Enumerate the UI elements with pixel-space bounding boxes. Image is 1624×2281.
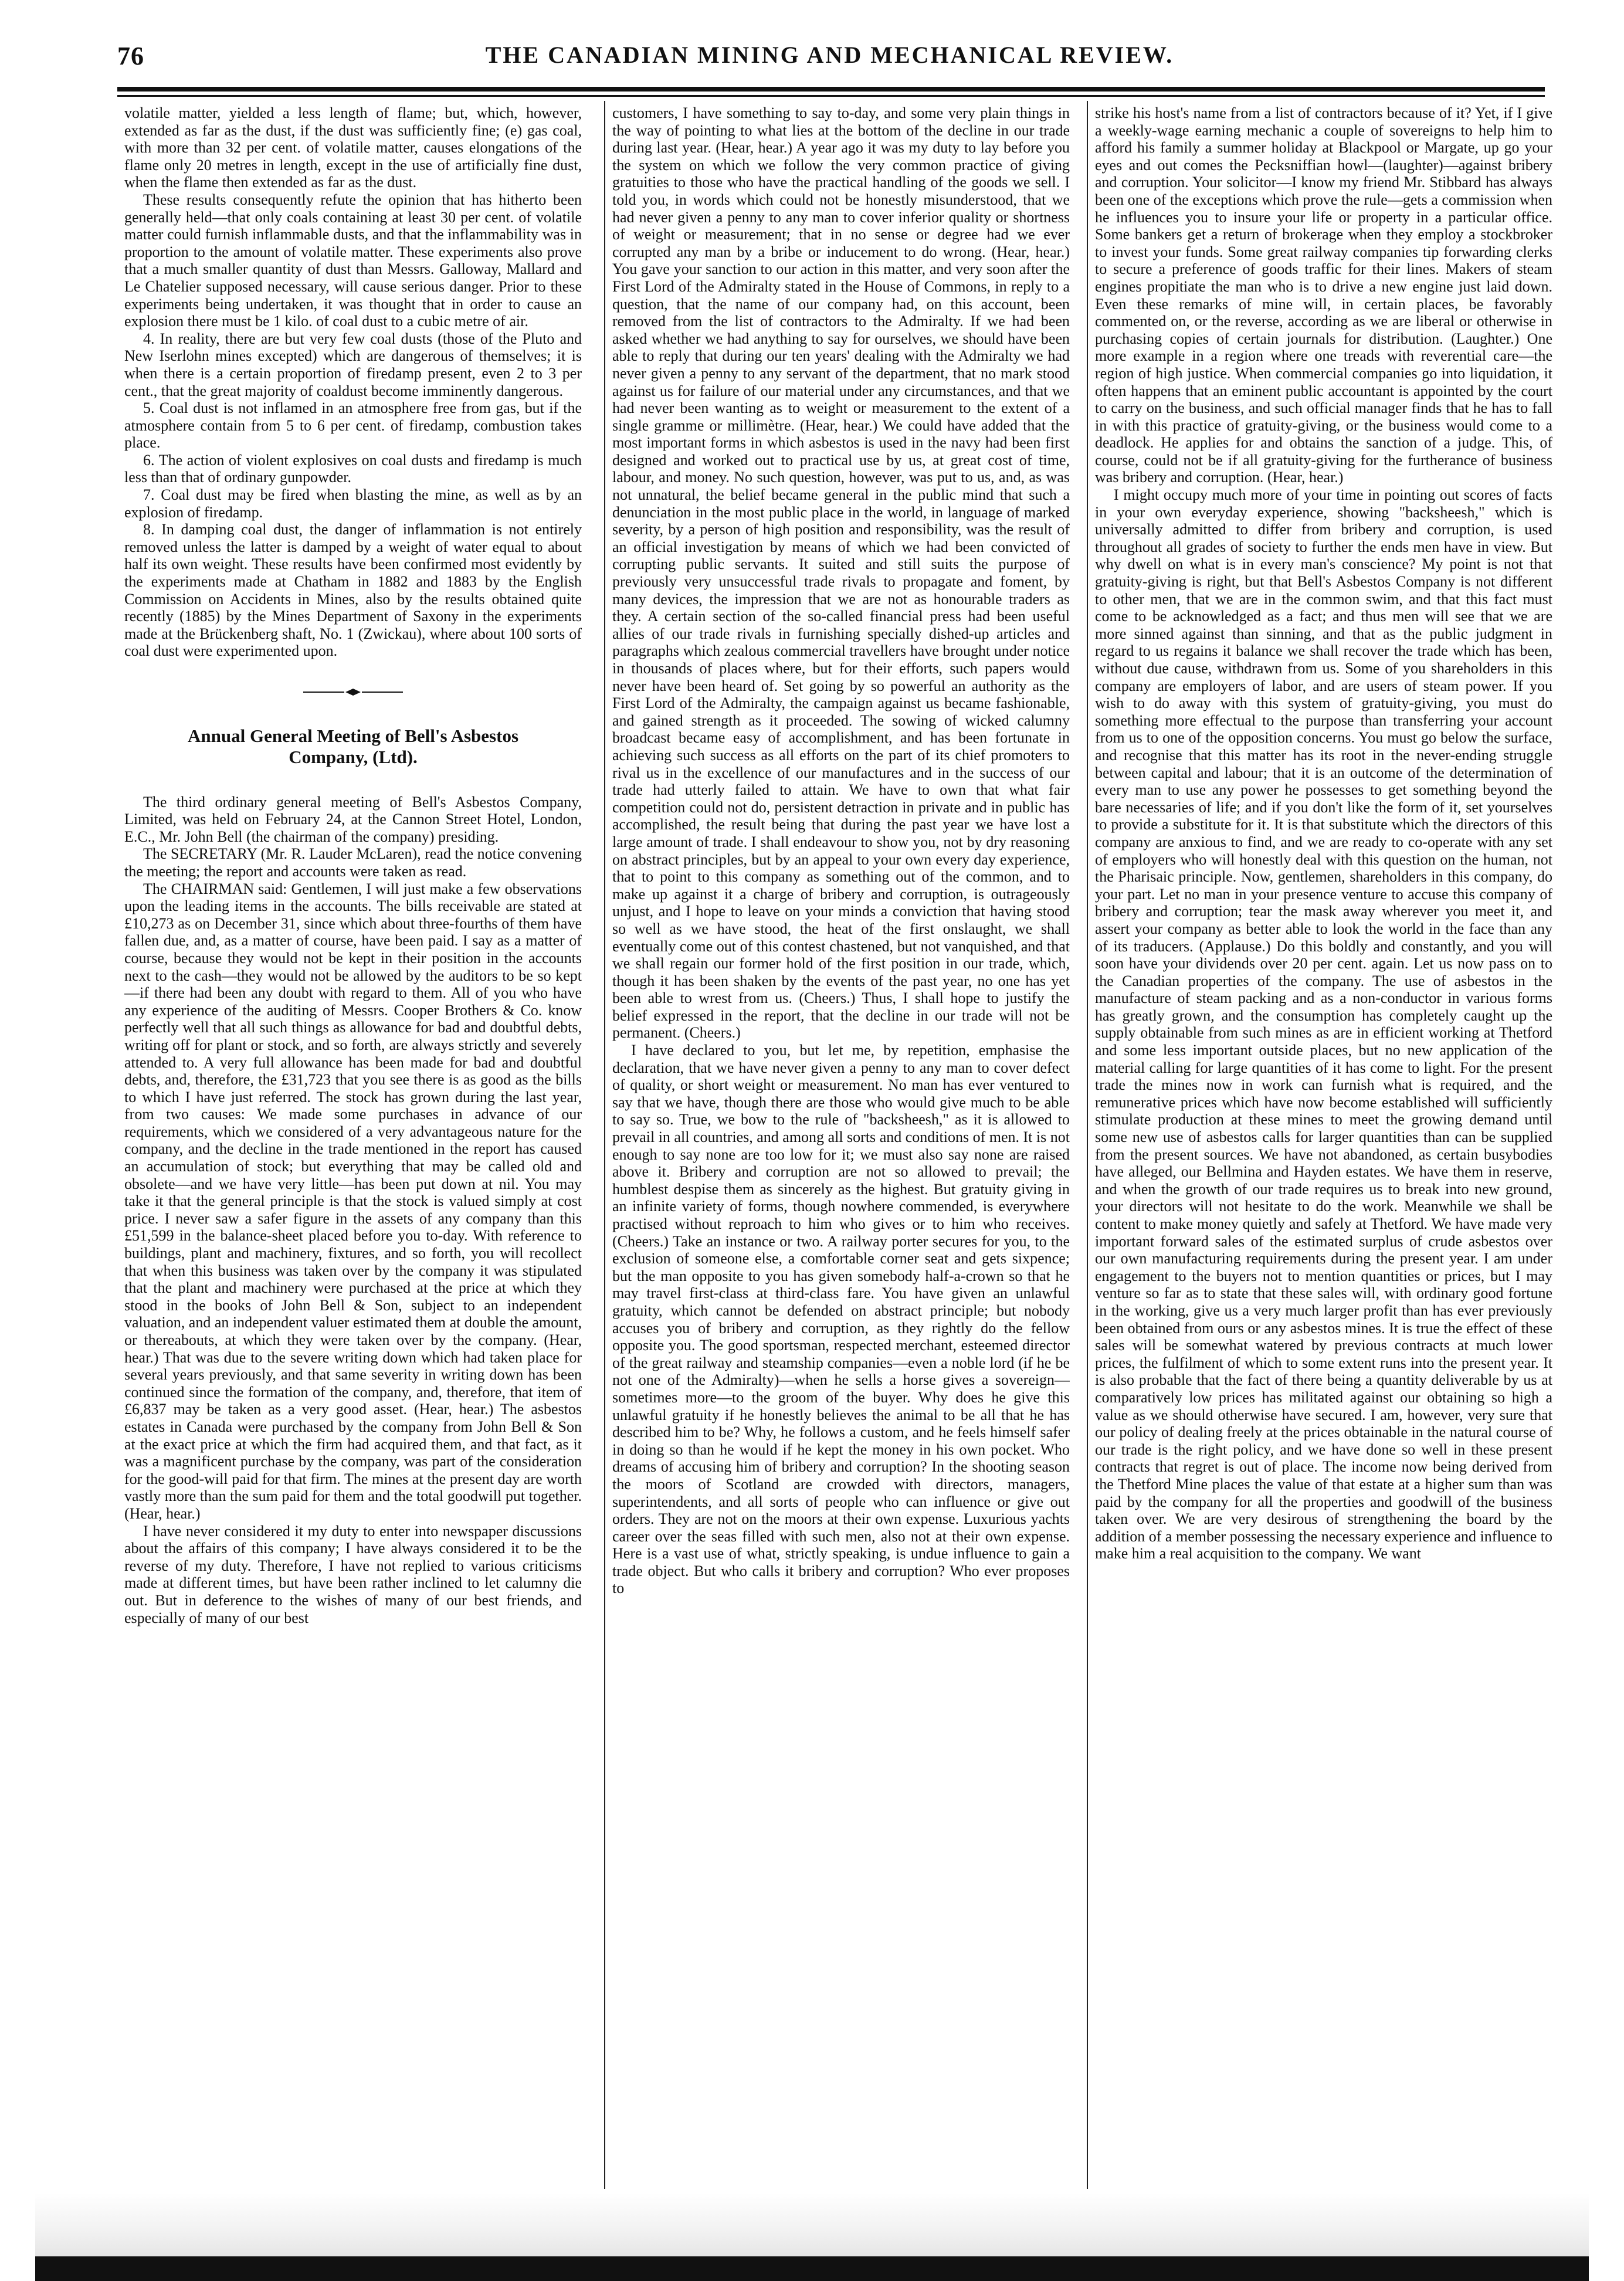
paragraph: The CHAIRMAN said: Gentlemen, I will just make a few observations upon the leading items in the accounts. The bills receivable are stated at £10,273 as on December 31, since which about three-fourths of them have fallen due, and, as a matter of course, have been paid. I say as a matter of course, because they would not be kept in their position in the accounts next to the cash—they would not be allowed by the auditors to be so kept—if there had been any doubt with regard to them. All of you who have any experience of the auditing of Messrs. Cooper Brothers & Co. know perfectly well that all such things as allowance for bad and doubtful debts, writing off for plant or stock, and so forth, are always strictly and severely attended to. A very full allowance has been made for bad and doubtful debts, and, therefore, the £31,723 that you see there is as good as the bills to which I have just referred. The stock has grown during the last year, from two causes: We made some purchases in advance of our requirements, which we considered of a very advantageous nature for the company, and the decline in the trade mentioned in the report has caused an accumulation of stock; but everything that may be called old and obsolete—and we have very little—has been put down at nil. You may take it that the general principle is that the stock is valued simply at cost price. I never saw a safer figure in the assets of any company than this £51,599 in the balance-sheet placed before you to-day. With reference to buildings, plant and machinery, fixtures, and so forth, you will recollect that when this business was taken over by the company it was stipulated that the plant and machinery were purchased at the price at which they stood in the books of John Bell & Son, subject to an independent valuation, and an independent valuer estimated them at double the amount, or thereabouts, at which they were taken over by the company. (Hear, hear.) That was due to the severe writing down which had taken place for several years previously, and that same severity in writing down has been continued since the formation of the company, and, therefore, that item of £6,837 may be taken as a very good asset. (Hear, hear.) The asbestos estates in Canada were purchased by the company from John Bell & Son at the exact price at which the firm had acquired them, and that fact, as it was a magnificent purchase by the company, was part of the consideration for the good-will paid for that firm. The mines at the present day are worth vastly more than the sum paid for them and the total goodwill put together. (Hear, hear.) [124, 880, 582, 1522]
page-header [117, 41, 1542, 76]
paragraph: The third ordinary general meeting of Bell's Asbestos Company, Limited, was held on February 24, at the Cannon Street Hotel, London, E.C., Mr. John Bell (the chairman of the company) presiding. [124, 793, 582, 845]
paragraph: 7. Coal dust may be fired when blasting the mine, as well as by an explosion of firedamp. [124, 486, 582, 521]
column-middle [612, 104, 1070, 2192]
paragraph: I have declared to you, but let me, by repetition, emphasise the declaration, that we have never given a penny to any man to cover defect of quality, or short weight or measurement. No man has ever ventured to say that we have, though there are those who would give much to be able to say so. True, we bow to the rule of "backsheesh," as it is allowed to prevail in all countries, and among all sorts and conditions of men. It is not enough to say none are too low for it; we must also say none are raised above it. Bribery and corruption are not so allowed to prevail; the humblest despise them as sincerely as the highest. But gratuity giving in an infinite variety of forms, though nowhere commended, is everywhere practised without reproach to him who gives or to him who receives. (Cheers.) Take an instance or two. A railway porter secures for you, to the exclusion of someone else, a comfortable corner seat and gets sixpence; but the man opposite to you has given somebody half-a-crown so that he may travel first-class at third-class fare. You have given an unlawful gratuity, which cannot be defended on abstract principle; but nobody accuses you of bribery and corruption, as they rightly do the fellow opposite you. The good sportsman, respected merchant, esteemed director of the great railway and steamship companies—even a noble lord (if he be not one of the Admiralty)—when he sells a horse gives a sovereign—sometimes more—to the groom of the buyer. Why does he give this unlawful gratuity if he honestly believes the animal to be all that he has described him to be? Why, he follows a custom, and he feels himself safer in doing so than he would if he kept the money in his own pocket. Who dreams of accusing him of bribery and corruption? In the shooting season the moors of Scotland are crowded with directors, managers, superintendents, and all sorts of people who can influence or give out orders. They are not on the moors at their own expense. Luxurious yachts career over the seas filled with such men, also not at their own expense. Here is a vast use of what, strictly speaking, is undue influence to gain a trade object. But who calls it bribery and corruption? Who ever proposes to [612, 1042, 1070, 1597]
paragraph: 4. In reality, there are but very few coal dusts (those of the Pluto and New Iserlohn mines excepted) which are dangerous of themselves; it is when there is a certain proportion of firedamp present, even 2 to 3 per cent., that the great majority of coaldust become imminently dangerous. [124, 330, 582, 399]
paragraph: 6. The action of violent explosives on coal dusts and firedamp is much less than that of ordinary gunpowder. [124, 451, 582, 486]
paragraph: I might occupy much more of your time in pointing out scores of facts in your own everyday experience, showing "backsheesh," which is universally admitted to differ from bribery and corruption, is used throughout all grades of society to further the ends men have in view. But why dwell on what is in every man's conscience? My point is not that gratuity-giving is right, but that Bell's Asbestos Company is not different to other men, that we are in the common swim, and that this fact must come to be acknowledged as a fact; and thus men will see that we are more sinned against than sinning, and that as the public judgment in regard to us regains it balance we shall recover the trade which has been, without due cause, withdrawn from us. Some of you shareholders in this company are employers of labor, and are users of steam power. If you wish to do away with this system of gratuity-giving, you must do something more effectual to the purpose than transferring your account from us to one of the opposition concerns. You must go below the surface, and recognise that this matter has its root in the never-ending struggle between capital and labour; that it is an outcome of the determination of every man to use any power he possesses to get something beyond the bare necessaries of life; and if you don't like the form of it, set yourselves to provide a substitute for it. It is that substitute which the directors of this company are anxious to find, and we are ready to co-operate with any set of employers who will honestly deal with this question on the human, not the Pharisaic principle. Now, gentlemen, shareholders in this company, do your part. Let no man in your presence venture to accuse this company of bribery and corruption; tear the mask away wherever you meet it, and assert your company as better able to look the world in the face than any of its traducers. (Applause.) Do this boldly and constantly, and you will soon have your dividends over 20 per cent. again. Let us now pass on to the Canadian properties of the company. The use of asbestos in the manufacture of steam packing and as a non-conductor in various forms has greatly grown, and the consumption has completely caught up the supply obtainable from such mines as are in efficient working at Thetford and some less important outside places, but no new application of the material calling for large quantities of it has come to light. For the present trade the mines now in work can furnish what is required, and the remunerative prices which have now become established will sufficiently stimulate production at these mines to meet the growing demand until some new use of asbestos calls for larger quantities than can be supplied from the present sources. We have not abandoned, as certain busybodies have alleged, our Bellmina and Hayden estates. We have them in reserve, and when the growth of our trade requires us to break into new ground, your directors will not hesitate to do the work. Meanwhile we shall be content to make money quietly and safely at Thetford. We have made very important forward sales of the estimated surplus of crude asbestos over our own manufacturing requirements during the present year. I am under engagement to the buyers not to mention quantities or prices, but I may venture so far as to state that these sales will, with ordinary good fortune in the working, give us a very much larger profit than has ever previously been obtained from ours or any asbestos mines. It is true the effect of these sales will be somewhat watered by previous contracts at much lower prices, the fulfilment of which to some extent runs into the present year. It is also probable that the fact of there being a quantity deliverable by us at comparatively low prices has militated against our obtaining so high a value as we should otherwise have secured. I am, however, very sure that our policy of dealing freely at the prices obtainable in the natural course of our trade is the right policy, and we have done so well in these present contracts that regret is out of place. The income now being derived from the Thetford Mine places the value of that estate at a higher sum than was paid by the company for all the properties and goodwill of the business taken over. We are very desirous of strengthening the board by the addition of a member possessing the necessary experience and influence to make him a real acquisition to the company. We want [1095, 486, 1552, 1563]
paragraph: These results consequently refute the opinion that has hitherto been generally held—that only coals containing at least 30 per cent. of volatile matter could furnish inflammable dusts, and that the inflammability was in proportion to the amount of volatile matter. These experiments also prove that a much smaller quantity of dust than Messrs. Galloway, Mallard and Le Chatelier supposed necessary, will cause serious danger. Prior to these experiments being undertaken, it was thought that in order to cause an explosion there must be 1 kilo. of coal dust to a cubic metre of air. [124, 191, 582, 330]
paragraph: 8. In damping coal dust, the danger of inflammation is not entirely removed unless the latter is damped by a weight of water equal to about half its own weight. These results have been confirmed most evidently by the experiments made at Chatham in 1882 and 1883 by the English Commission on Accidents in Mines, also by the results obtained quite recently (1885) by the Mines Department of Saxony in the experiments made at the Brückenberg shaft, No. 1 (Zwickau), where about 100 sorts of coal dust were experimented upon. [124, 521, 582, 660]
page-number: 76 [117, 42, 144, 70]
column-right [1095, 104, 1552, 2192]
header-rule-heavy [117, 87, 1545, 91]
paragraph: strike his host's name from a list of contractors because of it? Yet, if I give a weekly-wage earning mechanic a couple of sovereigns to help him to afford his family a summer holiday at Blackpool or Margate, up go your eyes and out comes the Pecksniffian howl—(laughter)—against bribery and corruption. Your solicitor—I know my friend Mr. Stibbard has always been one of the exceptions which prove the rule—gets a commission when he influences you to insure your life or property in a particular office. Some bankers get a return of brokerage when they employ a stockbroker to invest your funds. Some great railway companies tip forwarding clerks to secure a preference of goods traffic for their lines. Makers of steam engines propitiate the man who is to drive a new engine just laid down. Even these remarks of mine will, in certain places, be favorably commented on, or the reverse, according as we are liberal or otherwise in purchasing copies of certain journals for distribution. (Laughter.) One more example in a region where one treads with reverential care—the region of high justice. When commercial companies go into liquidation, it often happens that an eminent public accountant is appointed by the court to carry on the business, and such official manager finds that he has to fall in with this practice of gratuity-giving, or the business would come to a deadlock. He applies for and obtains the sanction of a judge. This, of course, could not be if all gratuity-giving for the furtherance of business was bribery and corruption. (Hear, hear.) [1095, 104, 1552, 486]
column-divider-2 [1087, 101, 1088, 2189]
scan-bottom-edge [35, 2256, 1589, 2281]
section-heading: Annual General Meeting of Bell's Asbestos Company, (Ltd). [187, 725, 519, 767]
paragraph: 5. Coal dust is not inflamed in an atmosphere free from gas, but if the atmosphere contain from 5 to 6 per cent. of firedamp, combustion takes place. [124, 399, 582, 452]
paragraph: customers, I have something to say to-day, and some very plain things in the way of pointing to what lies at the bottom of the decline in our trade during last year. (Hear, hear.) A year ago it was my duty to lay before you the system on which we follow the very common practice of giving gratuities to those who have the practical handling of the goods we sell. I told you, in words which could not be honestly misunderstood, that we had never given a penny to any man to cover inferior quality or shortness of weight or measurement; that in no sense or degree had we ever corrupted any man by a bribe or inducement to do wrong. (Hear, hear.) You gave your sanction to our action in this matter, and very soon after the First Lord of the Admiralty stated in the House of Commons, in reply to a question, that the name of our company had, on this account, been removed from the list of contractors to the Admiralty. If we had been asked whether we had anything to say for ourselves, we should have been able to reply that during our ten years' dealing with the Admiralty we had never given a penny to any servant of the department, that no mark stood against us for failure of our material under any circumstances, and that we had never been wanting as to weight or measurement to the extent of a single gramme or millimètre. (Hear, hear.) We could have added that the most important forms in which asbestos is used in the navy had been first designed and worked out to practical use by us, at great cost of time, labour, and money. No such question, however, was put to us, and, as was not unnatural, the belief became general in the public mind that such a denunciation in the most public place in the world, in language of marked severity, by a person of high position and responsibility, was the result of an official investigation by means of which we had been convicted of corrupting public servants. It suited and still suits the purpose of previously very unsuccessful trade rivals to propagate and foment, by many devices, the impression that we are not as honourable traders as they. A certain section of the so-called financial press had been useful allies of our trade rivals in furnishing specially dished-up articles and paragraphs which zealous commercial travellers have brought under notice in thousands of places where, but for their efforts, such papers would never have been heard of. Set going by so powerful an authority as the First Lord of the Admiralty, the campaign against us became fashionable, and gained strength as it proceeded. The sowing of wicked calumny broadcast became easy of accomplishment, and has been fortunate in achieving such success as all efforts on the part of its chief promoters to rival us in the excellence of our manufactures and in the success of our trade had utterly failed to attain. We have to own that what fair competition could not do, persistent detraction in private and in public has accomplished, the result being that during the past year we have lost a large amount of trade. I shall endeavour to show you, not by dry reasoning on abstract principles, but by an appeal to your own every day experience, that to point to this company as something out of the common, and to make up against it a charge of bribery and corruption, is outrageously unjust, and I hope to leave on your minds a conviction that having stood so well as we have stood, the heat of the first onslaught, we shall eventually come out of this contest chastened, but not vanquished, and that we shall regain our former hold of the first position in our trade, which, though it has been shaken by the events of the past year, no one has yet been able to wrest from us. (Cheers.) Thus, I shall hope to justify the belief expressed in the report, that the decline in our trade will not be permanent. (Cheers.) [612, 104, 1070, 1042]
header-rule-thin [117, 95, 1545, 97]
ornament-rule-icon [303, 688, 403, 696]
paragraph: I have never considered it my duty to enter into newspaper discussions about the affairs of this company; I have always considered it to be the reverse of my duty. Therefore, I have not replied to various criticisms made at different times, but have been rather inclined to let calumny die out. But in deference to the wishes of many of our best friends, and especially of many of our best [124, 1522, 582, 1626]
paragraph: volatile matter, yielded a less length of flame; but, which, however, extended as far as the dust, if the dust was sufficiently fine; (e) gas coal, with more than 32 per cent. of volatile matter, causes elongations of the flame only 20 metres in length, except in the use of artificially fine dust, when the flame then extended as far as the dust. [124, 104, 582, 191]
column-divider-1 [604, 101, 605, 2189]
section-separator-ornament [124, 683, 582, 701]
journal-title: THE CANADIAN MINING AND MECHANICAL REVIEW. [485, 42, 1174, 68]
column-left [124, 104, 582, 2192]
paragraph: The SECRETARY (Mr. R. Lauder McLaren), read the notice convening the meeting; the report and accounts were taken as read. [124, 845, 582, 880]
